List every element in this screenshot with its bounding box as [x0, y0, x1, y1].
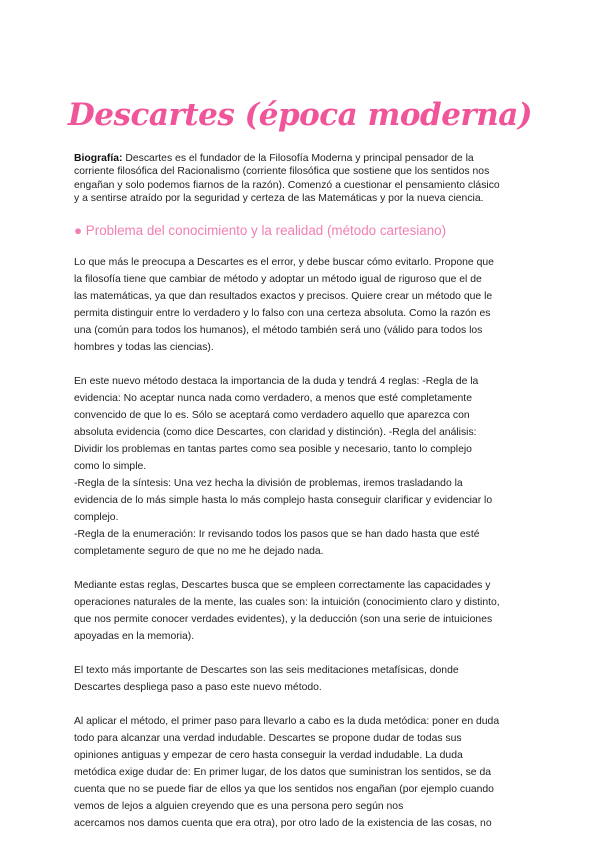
section-heading: ● Problema del conocimiento y la realidad (método cartesiano) — [74, 223, 447, 239]
text-line: apoyadas en la memoria). — [74, 631, 195, 643]
biography-line: engañan y solo podemos fiarnos de la razón). Comenzó a cuestionar el pensamiento clásico — [74, 179, 500, 191]
text-line: -Regla de la síntesis: Una vez hecha la división de problemas, iremos trasladando la — [74, 478, 463, 490]
text-line: -Regla de la enumeración: Ir revisando todos los pasos que se han dado hasta que esté — [74, 529, 480, 541]
text-line: la filosofía tiene que cambiar de método y adoptar un método igual de riguroso que el de — [74, 274, 482, 286]
biography-line: y a sentirse atraído por la seguridad y certeza de las Matemáticas y por la nueva ciencia. — [74, 192, 484, 204]
text-line: cuenta que no se puede fiar de ellos ya que los sentidos nos engañan (por ejemplo cuando — [74, 784, 494, 796]
text-line: Dividir los problemas en tantas partes como sea posible y necesario, tanto lo complejo — [74, 444, 472, 456]
text-line: hombres y todas las ciencias). — [74, 342, 214, 354]
text-line: que nos permite conocer verdades evidentes), y la deducción (son una serie de intuiciones — [74, 614, 493, 626]
biography-label: Biografía: — [74, 153, 123, 164]
text-line: absoluta evidencia (como dice Descartes, con claridad y distinción). -Regla del análisis: — [74, 427, 477, 439]
text-line: Lo que más le preocupa a Descartes es el error, y debe buscar cómo evitarlo. Propone que — [74, 257, 494, 269]
paragraph-mind-operations — [74, 577, 530, 645]
text-line: El texto más importante de Descartes son las seis meditaciones metafísicas, donde — [74, 665, 459, 677]
section-body — [74, 254, 530, 832]
paragraph-error-method — [74, 254, 530, 356]
text-line: una (común para todos los humanos), el método también será uno (válido para todos los — [74, 325, 483, 337]
biography-line: corriente filosófica del Racionalismo (corriente filosófica que sostiene que los sentidos nos — [74, 166, 490, 178]
text-line: como lo simple. — [74, 461, 147, 473]
text-line: Descartes despliega paso a paso este nuevo método. — [74, 682, 322, 694]
text-line: evidencia de lo más simple hasta lo más complejo hasta conseguir clarificar y evidenciar lo — [74, 495, 493, 507]
text-line: evidencia: No aceptar nunca nada como verdadero, a menos que esté completamente — [74, 393, 472, 405]
text-line: metódica exige dudar de: En primer lugar, de los datos que suministran los sentidos, se da — [74, 767, 492, 779]
text-line: Al aplicar el método, el primer paso para llevarlo a cabo es la duda metódica: poner en duda — [74, 716, 500, 728]
biography-line: Descartes es el fundador de la Filosofía Moderna y principal pensador de la — [122, 153, 474, 164]
text-line: convencido de que lo es. Sólo se aceptará como verdadero aquello que aparezca con — [74, 410, 470, 422]
document-content — [74, 152, 530, 849]
text-line: complejo. — [74, 512, 119, 524]
text-line: las matemáticas, ya que dan resultados exactos y precisos. Quiere crear un método que le — [74, 291, 493, 303]
text-line: opiniones antiguas y empezar de cero hasta conseguir la verdad indudable. La duda — [74, 750, 463, 762]
text-line: En este nuevo método destaca la importancia de la duda y tendrá 4 reglas: -Regla de la — [74, 376, 479, 388]
text-line: acercamos nos damos cuenta que era otra), por otro lado de la existencia de las cosas, no — [74, 818, 492, 830]
document-title: Descartes (época moderna) — [67, 96, 533, 133]
text-line: permita distinguir entre lo verdadero y lo falso con una certeza absoluta. Como la razón es — [74, 308, 491, 320]
text-line: operaciones naturales de la mente, las cuales son: la intuición (conocimiento claro y distinto, — [74, 597, 500, 609]
text-line: todo para alcanzar una verdad indudable. Descartes se propone dudar de todas sus — [74, 733, 462, 745]
text-line: vemos de lejos a alguien creyendo que es una persona pero según nos — [74, 801, 404, 813]
biography-paragraph — [74, 152, 530, 205]
paragraph-methodic-doubt — [74, 713, 530, 832]
text-line: Mediante estas reglas, Descartes busca que se empleen correctamente las capacidades y — [74, 580, 491, 592]
paragraph-rules — [74, 373, 530, 560]
text-line: completamente seguro de que no me he dejado nada. — [74, 546, 324, 558]
paragraph-meditations — [74, 662, 530, 696]
